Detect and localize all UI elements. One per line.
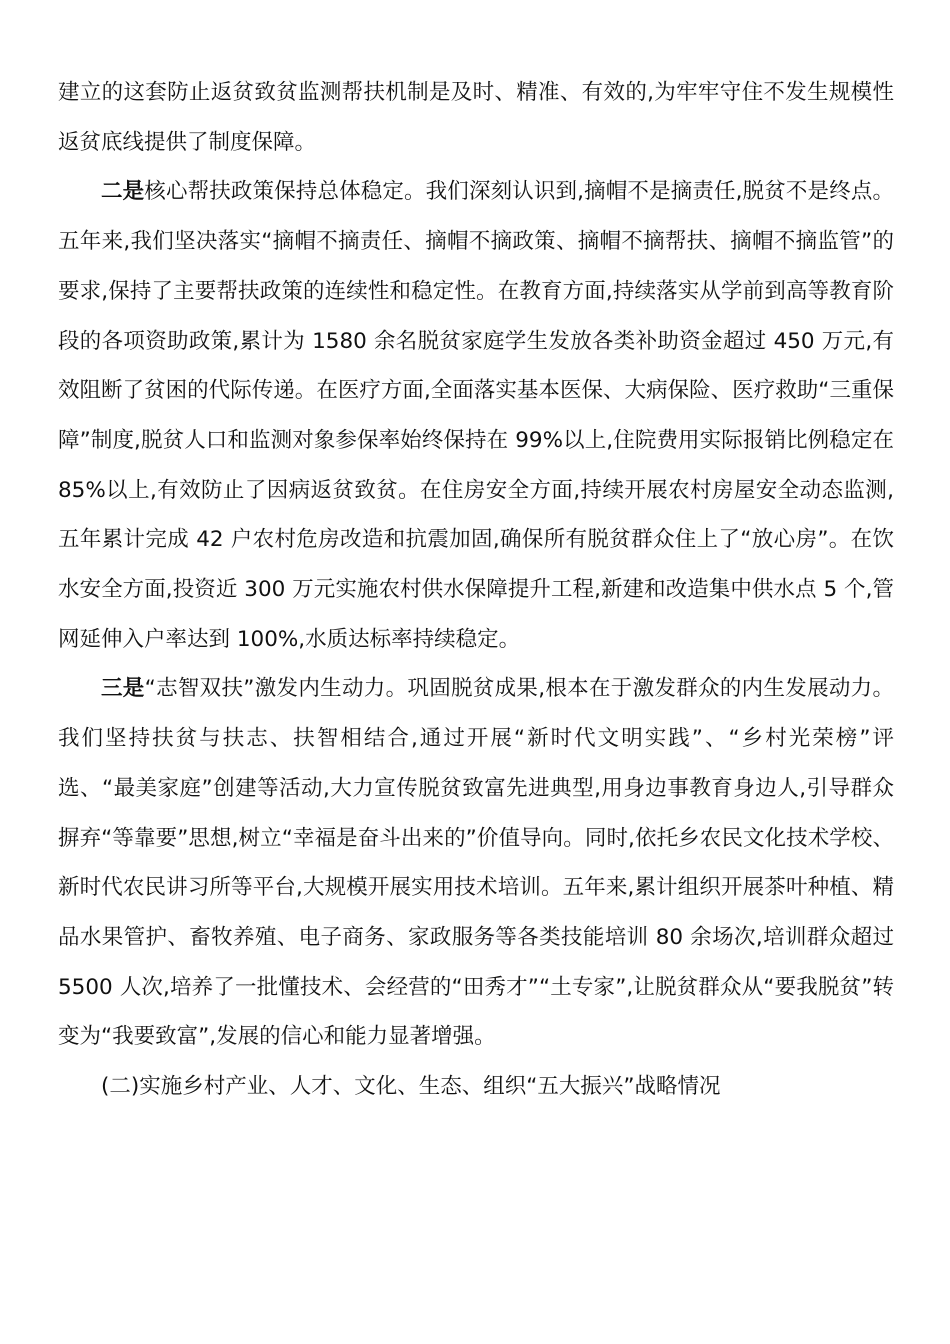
section-heading-text: (二)实施乡村产业、人才、文化、生态、组织“五大振兴”战略情况 (101, 1074, 721, 1100)
paragraph-lead: 二是 (101, 179, 145, 205)
paragraph-point-two (58, 167, 894, 664)
paragraph-lead: 三是 (101, 676, 145, 702)
paragraph-continuation (58, 68, 894, 167)
paragraph-text: 核心帮扶政策保持总体稳定。我们深刻认识到,摘帽不是摘责任,脱贫不是终点。五年来,我们坚决落实“摘帽不摘责任、摘帽不摘政策、摘帽不摘帮扶、摘帽不摘监管”的要求,保持了主要帮扶政策的连续性和稳定性。在教育方面,持续落实从学前到高等教育阶段的各项资助政策,累计为 1580 余名脱贫家庭学生发放各类补助资金超过 450 万元,有效阻断了贫困的代际传递。在医疗方面,全面落实基本医保、大病保险、医疗救助“三重保障”制度,脱贫人口和监测对象参保率始终保持在 99%以上,住院费用实际报销比例稳定在85%以上,有效防止了因病返贫致贫。在住房安全方面,持续开展农村房屋安全动态监测,五年累计完成 42 户农村危房改造和抗震加固,确保所有脱贫群众住上了“放心房”。在饮水安全方面,投资近 300 万元实施农村供水保障提升工程,新建和改造集中供水点 5 个,管网延伸入户率达到 100%,水质达标率持续稳定。 (58, 179, 894, 652)
paragraph-text: 建立的这套防止返贫致贫监测帮扶机制是及时、精准、有效的,为牢牢守住不发生规模性返贫底线提供了制度保障。 (58, 80, 894, 155)
paragraph-point-three (58, 664, 894, 1062)
paragraph-text: “志智双扶”激发内生动力。巩固脱贫成果,根本在于激发群众的内生发展动力。我们坚持扶贫与扶志、扶智相结合,通过开展“新时代文明实践”、“乡村光荣榜”评选、“最美家庭”创建等活动,大力宣传脱贫致富先进典型,用身边事教育身边人,引导群众摒弃“等靠要”思想,树立“幸福是奋斗出来的”价值导向。同时,依托乡农民文化技术学校、新时代农民讲习所等平台,大规模开展实用技术培训。五年来,累计组织开展茶叶种植、精品水果管护、畜牧养殖、电子商务、家政服务等各类技能培训 80 余场次,培训群众超过 5500 人次,培养了一批懂技术、会经营的“田秀才”“土专家”,让脱贫群众从“要我脱贫”转变为“我要致富”,发展的信心和能力显著增强。 (58, 676, 894, 1050)
document-page (58, 68, 894, 1112)
section-heading (58, 1062, 894, 1112)
